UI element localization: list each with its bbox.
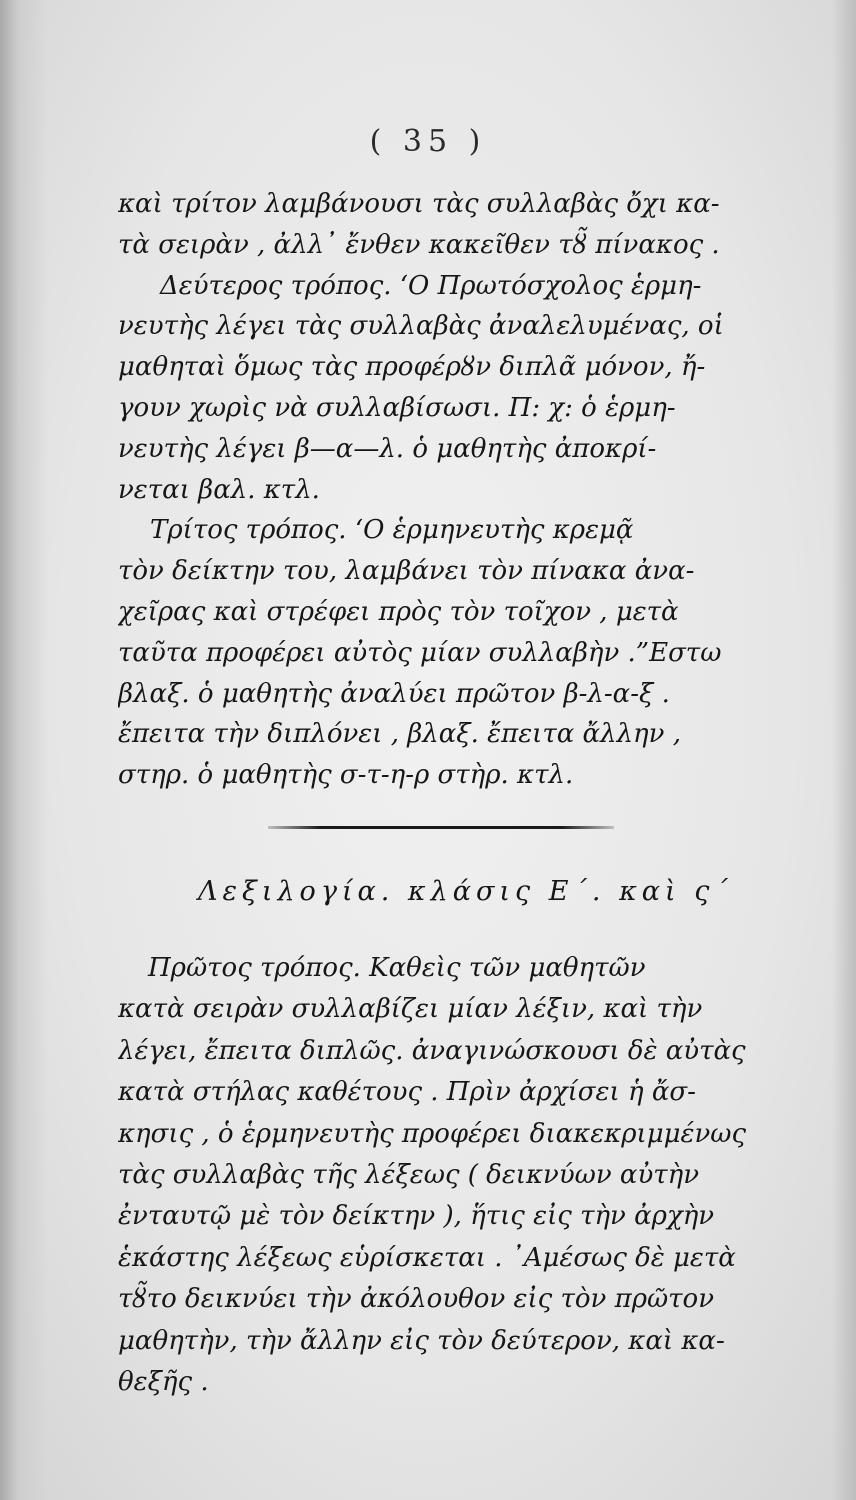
- text-line: γουν χωρὶς νὰ συλλαβίσωσι. Π: χ: ὁ ἑρμη-: [118, 392, 676, 423]
- text-line: καὶ τρίτον λαμβάνουσι τὰς συλλαβὰς ὄχι κα-: [118, 189, 720, 219]
- text-line: τȣ̃το δεικνύει τὴν ἀκόλουθον εἰς τὸν πρῶτον: [118, 1284, 715, 1315]
- page-number: ( 35 ): [369, 124, 487, 159]
- text-line: νεται βαλ. κτλ.: [118, 474, 320, 505]
- text-line: ταῦτα προφέρει αὐτὸς μίαν συλλαβὴν .”Εστω: [118, 637, 722, 668]
- paragraph-block-top: [118, 184, 794, 796]
- text-line: ἔπειτα τὴν διπλόνει , βλαξ. ἔπειτα ἄλλην ,: [118, 719, 681, 750]
- text-line: τὰ σειρὰν , ἀλλ᾽ ἔνθεν κακεῖθεν τȣ̃ πίνακος .: [118, 229, 720, 260]
- text-line: κατὰ σειρὰν συλλαβίζει μίαν λέξιν, καὶ τὴν: [118, 994, 703, 1025]
- text-line: Τρίτος τρόπος. ‘Ο ἑρμηνευτὴς κρεμᾷ: [150, 515, 634, 546]
- text-line: μαθηταὶ ὅμως τὰς προφέρȣν διπλᾶ μόνον, ἤ-: [118, 352, 706, 383]
- text-line: ἑκάστης λέξεως εὑρίσκεται . ᾽Αμέσως δὲ μετὰ: [118, 1242, 736, 1273]
- paragraph-block-bottom: [118, 948, 794, 1403]
- text-line: λέγει, ἔπειτα διπλῶς. ἀναγινώσκουσι δὲ αὐτὰς: [118, 1035, 746, 1066]
- text-line: χεῖρας καὶ στρέφει πρὸς τὸν τοῖχον , μετὰ: [118, 596, 679, 627]
- text-line: κησις , ὁ ἑρμηνευτὴς προφέρει διακεκριμμένως: [118, 1118, 747, 1149]
- text-line: μαθητὴν, τὴν ἄλλην εἰς τὸν δεύτερον, καὶ κα-: [118, 1325, 725, 1356]
- text-line: νευτὴς λέγει β—α—λ. ὁ μαθητὴς ἀποκρί-: [118, 433, 657, 464]
- text-line: κατὰ στήλας καθέτους . Πρὶν ἀρχίσει ἡ ἄσ-: [118, 1077, 696, 1108]
- section-heading: Λεξιλογία. κλάσις Ε΄. καὶ ς΄: [198, 876, 733, 907]
- text-line: ἐνταυτῷ μὲ τὸν δείκτην ), ἥτις εἰς τὴν ἀρχὴν: [118, 1201, 715, 1232]
- section-divider: [268, 826, 614, 829]
- text-line: θεξῆς .: [118, 1366, 209, 1397]
- text-line: Πρῶτος τρόπος. Καθεὶς τῶν μαθητῶν: [148, 953, 646, 983]
- text-line: στηρ. ὁ μαθητὴς σ-τ-η-ρ στὴρ. κτλ.: [118, 760, 574, 791]
- text-line: Δεύτερος τρόπος. ‘Ο Πρωτόσχολος ἑρμη-: [160, 270, 702, 301]
- text-line: νευτὴς λέγει τὰς συλλαβὰς ἀναλελυμένας, οἱ: [118, 311, 724, 342]
- text-line: βλαξ. ὁ μαθητὴς ἀναλύει πρῶτον β-λ-α-ξ .: [118, 678, 670, 709]
- text-line: τὸν δείκτην του, λαμβάνει τὸν πίνακα ἀνα-: [118, 556, 695, 587]
- text-line: τὰς συλλαβὰς τῆς λέξεως ( δεικνύων αὐτὴν: [118, 1159, 700, 1190]
